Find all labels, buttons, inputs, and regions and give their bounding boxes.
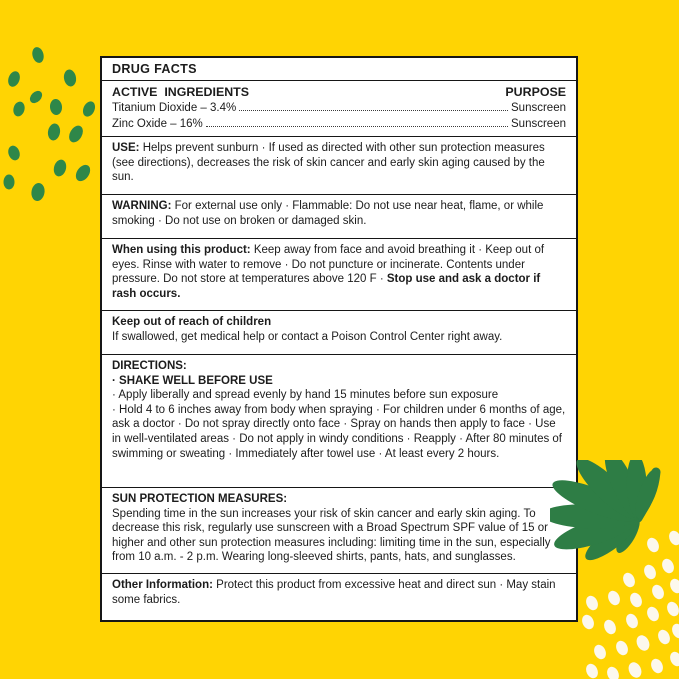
dotted-leader bbox=[206, 126, 508, 127]
active-ingredients-header: ACTIVE INGREDIENTS bbox=[112, 85, 249, 99]
green-dot-decoration bbox=[28, 89, 45, 106]
green-dot-decoration bbox=[6, 70, 22, 89]
green-dot-decoration bbox=[66, 123, 85, 145]
green-dot-decoration bbox=[47, 123, 62, 142]
when-using-body: Keep away from face and avoid breathing it · Keep out of eyes. Rinse with water to remove · Do not puncture or incinerate. Contents under pressure. Do not store at temperatures above 120 F · bbox=[112, 244, 545, 286]
other-information-heading: Other Information: bbox=[112, 579, 213, 591]
directions-line: · SHAKE WELL BEFORE USE bbox=[112, 374, 273, 387]
green-dot-decoration bbox=[30, 182, 46, 202]
green-dot-decoration bbox=[6, 144, 21, 162]
white-dot-decoration bbox=[626, 660, 644, 679]
other-information-body: Protect this product from excessive heat and direct sun · May stain some fabrics. bbox=[112, 579, 556, 606]
green-dot-decoration bbox=[73, 162, 93, 184]
warning-section bbox=[102, 194, 576, 238]
ingredient-name: Zinc Oxide – 16% bbox=[112, 117, 203, 130]
when-using-bold-tail: Stop use and ask a doctor if rash occurs. bbox=[112, 273, 541, 300]
green-dot-decoration bbox=[52, 158, 68, 178]
sun-protection-body: Spending time in the sun increases your risk of skin cancer and early skin aging. To decrease this risk, regularly use sunscreen with a Broad Spectrum SPF value of 15 or higher and other sun protection measures including: limiting time in the sun, especially from 10 a.m. - 2 p.m. Wearing long-sleeved shirts, pants, hats, and sunglasses. bbox=[112, 507, 551, 564]
use-section bbox=[102, 136, 576, 194]
sun-protection-heading: SUN PROTECTION MEASURES: bbox=[112, 493, 288, 505]
white-dot-decoration bbox=[592, 643, 608, 661]
ingredient-name: Titanium Dioxide – 3.4% bbox=[112, 101, 237, 114]
white-dot-decoration bbox=[649, 657, 665, 675]
active-ingredients-header-row bbox=[112, 85, 566, 100]
active-ingredient-rows bbox=[112, 101, 566, 133]
green-dot-decoration bbox=[49, 99, 62, 116]
ingredient-row bbox=[112, 117, 566, 133]
drug-facts-label bbox=[100, 56, 578, 622]
white-dot-decoration bbox=[584, 662, 600, 679]
sun-protection-section bbox=[102, 487, 576, 573]
keep-out-of-reach-section bbox=[102, 310, 576, 354]
white-dot-decoration bbox=[614, 639, 630, 657]
ingredient-purpose: Sunscreen bbox=[511, 101, 566, 114]
white-dot-decoration bbox=[634, 633, 652, 653]
warning-body: For external use only · Flammable: Do not use near heat, flame, or while smoking · Do not use on broken or damaged skin. bbox=[112, 200, 544, 227]
monstera-leaf-icon bbox=[550, 460, 679, 630]
other-information-section bbox=[102, 573, 576, 619]
green-dot-decoration bbox=[4, 175, 15, 190]
purpose-header: PURPOSE bbox=[505, 85, 566, 99]
when-using-heading: When using this product: bbox=[112, 244, 251, 256]
active-ingredients-section bbox=[102, 80, 576, 136]
white-dot-decoration bbox=[656, 628, 672, 646]
dotted-leader bbox=[239, 110, 508, 111]
directions-heading: DIRECTIONS: bbox=[112, 360, 187, 372]
directions-section bbox=[102, 354, 576, 487]
green-dot-decoration bbox=[81, 99, 98, 118]
warning-heading: WARNING: bbox=[112, 200, 172, 212]
use-body: Helps prevent sunburn · If used as directed with other sun protection measures (see directions), decreases the risk of skin cancer and early skin aging caused by the sun. bbox=[112, 142, 545, 184]
directions-lines bbox=[112, 374, 566, 462]
drug-facts-title: DRUG FACTS bbox=[112, 62, 197, 76]
keep-out-heading: Keep out of reach of children bbox=[112, 316, 272, 328]
green-dot-decoration bbox=[31, 46, 46, 64]
ingredient-row bbox=[112, 101, 566, 117]
white-dot-decoration bbox=[605, 665, 621, 679]
ingredient-purpose: Sunscreen bbox=[511, 117, 566, 130]
white-dot-decoration bbox=[668, 650, 679, 668]
keep-out-body: If swallowed, get medical help or contact a Poison Control Center right away. bbox=[112, 330, 503, 343]
use-heading: USE: bbox=[112, 142, 140, 154]
when-using-section bbox=[102, 238, 576, 310]
directions-line: · Hold 4 to 6 inches away from body when spraying · For children under 6 months of age, ask a doctor · Do not spray directly onto face · Spray on hands then apply to face · Use in well-ventilated areas · Do not apply in windy conditions · Reapply · After 80 minutes of swimming or sweating · Immediately after towel use · At least every 2 hours. bbox=[112, 403, 566, 460]
green-dot-decoration bbox=[12, 100, 27, 117]
directions-line: · Apply liberally and spread evenly by hand 15 minutes before sun exposure bbox=[112, 389, 499, 402]
green-dot-decoration bbox=[63, 69, 78, 88]
